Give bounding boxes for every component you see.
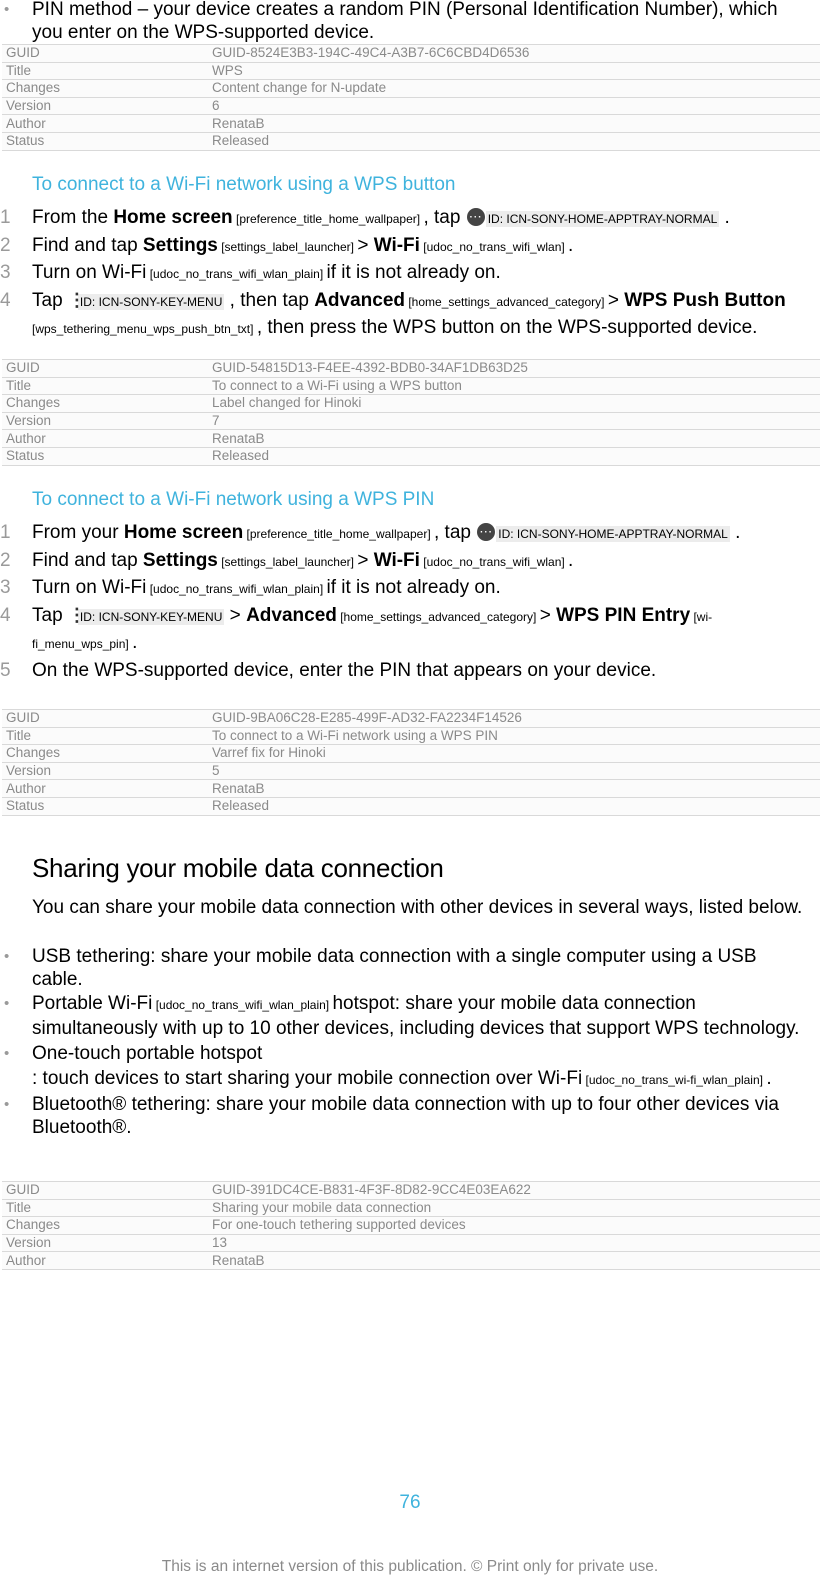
list-item: • Bluetooth® tethering: share your mobile data connection with up to four other devices via Bluetooth®.	[4, 1094, 779, 1138]
sharing-bullet-list	[0, 945, 820, 1139]
step-item: 2 Find and tap Settings [settings_label_launcher] > Wi-Fi [udoc_no_trans_wifi_wlan] .	[0, 234, 574, 256]
step-item: 2 Find and tap Settings [settings_label_launcher] > Wi-Fi [udoc_no_trans_wifi_wlan] .	[0, 549, 574, 571]
metadata-table-wps-pin	[2, 709, 820, 816]
table-row: Title To connect to a Wi-Fi using a WPS button	[2, 377, 820, 395]
bullet-icon: •	[4, 1045, 10, 1062]
table-row: Changes Varref fix for Hinoki	[2, 745, 820, 763]
list-item: • USB tethering: share your mobile data connection with a single computer using a USB cable.	[4, 946, 757, 990]
table-row: Version 7	[2, 412, 820, 430]
table-row: GUID GUID-8524E3B3-194C-49C4-A3B7-6C6CBD4D6536	[2, 45, 820, 63]
app-tray-icon	[467, 208, 485, 226]
table-row: Status Released	[2, 797, 820, 815]
menu-key-icon	[70, 291, 76, 309]
metadata-table-sharing	[2, 1181, 820, 1270]
table-row: Title To connect to a Wi-Fi network using a WPS PIN	[2, 727, 820, 745]
table-row: Author RenataB	[2, 115, 820, 133]
page-number: 76	[399, 1492, 421, 1513]
table-row: Changes Content change for N-update	[2, 80, 820, 98]
footer-note: This is an internet version of this publication. © Print only for private use.	[161, 1558, 659, 1575]
table-row: GUID GUID-9BA06C28-E285-499F-AD32-FA2234F14526	[2, 710, 820, 728]
table-row: Author RenataB	[2, 780, 820, 798]
list-item: • One-touch portable hotspot : touch devices to start sharing your mobile connection over Wi-Fi [udoc_no_trans_wi-fi_wlan_plain] .	[4, 1043, 772, 1089]
list-item: • Portable Wi-Fi [udoc_no_trans_wifi_wlan_plain] hotspot: share your mobile data connection simultaneously with up to 10 other devices, including devices that support WPS technology.	[4, 993, 800, 1039]
table-row: GUID GUID-391DC4CE-B831-4F3F-8D82-9CC4E03EA622	[2, 1182, 820, 1200]
table-row: Status Released	[2, 447, 820, 465]
table-row: GUID GUID-54815D13-F4EE-4392-BDB0-34AF1DB63D25	[2, 360, 820, 378]
metadata-table-wps	[2, 44, 820, 151]
table-row: Changes For one-touch tethering supported devices	[2, 1217, 820, 1235]
table-row: Title WPS	[2, 62, 820, 80]
table-row: Version 5	[2, 762, 820, 780]
bullet-icon: •	[4, 1, 10, 18]
table-row: Status Released	[2, 132, 820, 150]
sharing-intro: You can share your mobile data connection with other devices in several ways, listed below.	[32, 897, 803, 918]
bullet-icon: •	[4, 995, 10, 1012]
intro-bullet-list	[0, 0, 820, 44]
bullet-icon: •	[4, 1096, 10, 1113]
table-row: Changes Label changed for Hinoki	[2, 395, 820, 413]
step-item: 3 Turn on Wi-Fi [udoc_no_trans_wifi_wlan_plain] if it is not already on.	[0, 577, 501, 599]
table-row: Title Sharing your mobile data connection	[2, 1199, 820, 1217]
wps-button-heading: To connect to a Wi-Fi network using a WPS button	[32, 174, 456, 195]
menu-key-icon	[70, 606, 76, 624]
step-item: 1 From the Home screen [preference_title_home_wallpaper] , tap ⋯ID: ICN-SONY-HOME-APPTRAY-NORMAL .	[0, 205, 792, 233]
app-tray-icon	[477, 523, 495, 541]
step-item: 4 Tap ⋮ID: ICN-SONY-KEY-MENU > Advanced [home_settings_advanced_category] > WPS PIN Entry [wi-fi_menu_wps_pin] .	[0, 603, 792, 658]
bullet-icon: •	[4, 948, 10, 965]
list-item: • PIN method – your device creates a random PIN (Personal Identification Number), which you enter on the WPS-supported device.	[4, 0, 778, 43]
sharing-heading: Sharing your mobile data connection	[32, 853, 444, 883]
wps-button-steps	[0, 205, 820, 343]
step-item: 4 Tap ⋮ID: ICN-SONY-KEY-MENU , then tap Advanced [home_settings_advanced_category] > WPS Push Button [wps_tethering_menu_wps_push_btn_txt] , then press the WPS button on the WPS-supported device.	[0, 288, 792, 343]
wps-pin-heading: To connect to a Wi-Fi network using a WPS PIN	[32, 489, 435, 510]
table-row: Version 6	[2, 97, 820, 115]
wps-pin-steps	[0, 520, 820, 684]
table-row: Author RenataB	[2, 430, 820, 448]
metadata-table-wps-button	[2, 359, 820, 466]
table-row: Version 13	[2, 1234, 820, 1252]
table-row: Author RenataB	[2, 1252, 820, 1270]
step-item: 5 On the WPS-supported device, enter the PIN that appears on your device.	[0, 659, 657, 681]
step-item: 3 Turn on Wi-Fi [udoc_no_trans_wifi_wlan_plain] if it is not already on.	[0, 262, 501, 284]
step-item: 1 From your Home screen [preference_title_home_wallpaper] , tap ⋯ID: ICN-SONY-HOME-APPTRAY-NORMAL .	[0, 520, 792, 548]
